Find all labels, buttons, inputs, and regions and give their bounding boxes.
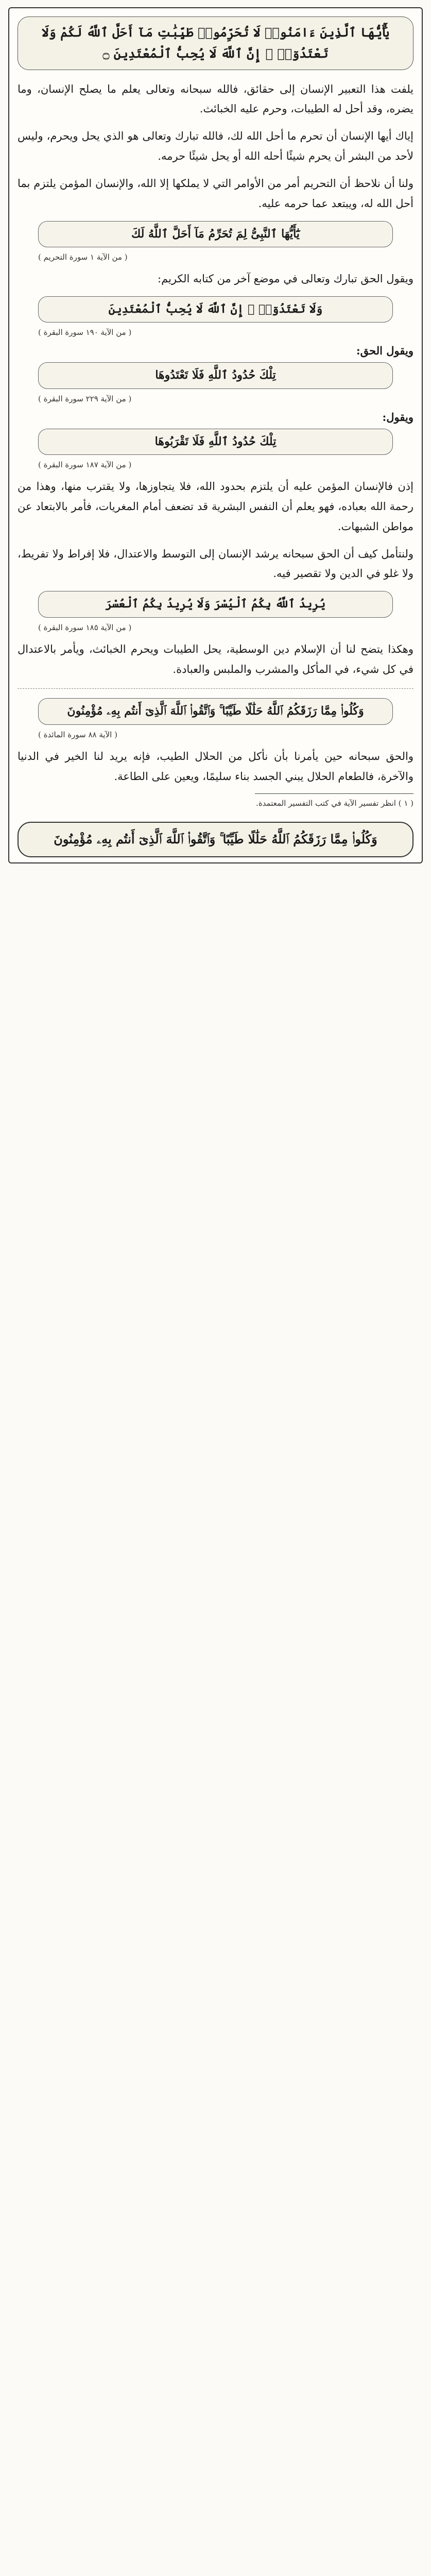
quran-quote-6: وَكُلُوا۟ مِمَّا رَزَقَكُمُ ٱللَّهُ حَلَٰلًا طَيِّبًا ۚ وَٱتَّقُوا۟ ٱللَّهَ ٱلَّذِىٓ أَنتُم بِهِۦ مُؤْمِنُونَ <box>38 698 393 724</box>
quote-reference-5: ( من الآية ١٨٥ سورة البقرة ) <box>38 622 132 632</box>
section-label-1: ويقول الحق: <box>356 344 413 358</box>
paragraph-3: ولنا أن نلاحظ أن التحريم أمر من الأوامر التي لا يملكها إلا الله، والإنسان المؤمن يلتزم بما أحل الله له، ويبتعد عما حرمه عليه. <box>18 177 413 210</box>
section-divider <box>18 688 413 689</box>
paragraph-1: يلفت هذا التعبير الإنسان إلى حقائق، فالله سبحانه وتعالى يعلم ما يصلح الإنسان، وما يضره، وقد أحل له الطيبات، وحرم عليه الخبائث. <box>18 82 413 115</box>
section-label-2: ويقول: <box>382 410 413 423</box>
quote-reference-6: ( الآية ٨٨ سورة المائدة ) <box>38 730 117 739</box>
header-verse-banner <box>18 16 413 70</box>
paragraph-2: إياك أيها الإنسان أن تحرم ما أحل الله لك، فالله تبارك وتعالى هو الذي يحل ويحرم، وليس لأحد من البشر أن يحرم شيئًا أحله الله أو يحل شيئًا حرمه. <box>18 130 413 163</box>
quote-reference-3: ( من الآية ٢٢٩ سورة البقرة ) <box>38 394 132 403</box>
content-frame <box>8 7 423 863</box>
header-verse: يَٰٓأَيُّهَا ٱلَّذِينَ ءَامَنُوا۟ لَا تُحَرِّمُوا۟ طَيِّبَٰتِ مَآ أَحَلَّ ٱللَّهُ لَكُمْ وَلَا تَعْتَدُوٓا۟ ۚ إِنَّ ٱللَّهَ لَا يُحِبُّ ٱلْمُعْتَدِينَ <box>41 25 390 61</box>
verse-end-ornament-icon: ۝ <box>102 47 110 61</box>
quran-quote-5: يُرِيدُ ٱللَّهُ بِكُمُ ٱلْيُسْرَ وَلَا يُرِيدُ بِكُمُ ٱلْعُسْرَ <box>38 591 393 617</box>
footnote: ( ١ ) انظر تفسير الآية في كتب التفسير المعتمدة. <box>256 799 413 808</box>
closing-verse: وَكُلُوا۟ مِمَّا رَزَقَكُمُ ٱللَّهُ حَلَٰلًا طَيِّبًا ۚ وَٱتَّقُوا۟ ٱللَّهَ ٱلَّذِىٓ أَنتُم بِهِۦ مُؤْمِنُونَ <box>54 832 377 847</box>
paragraph-long-3: وهكذا يتضح لنا أن الإسلام دين الوسطية، يحل الطيبات ويحرم الخبائث، ويأمر بالاعتدال في كل شيء، في المأكل والمشرب والملبس والعبادة. <box>18 642 413 675</box>
quote-reference-2: ( من الآية ١٩٠ سورة البقرة ) <box>38 328 132 337</box>
quran-quote-4: تِلْكَ حُدُودُ ٱللَّهِ فَلَا تَقْرَبُوهَا <box>38 429 393 455</box>
quote-reference-1: ( من الآية ١ سورة التحريم ) <box>38 252 128 262</box>
quran-quote-1: يَٰٓأَيُّهَا ٱلنَّبِىُّ لِمَ تُحَرِّمُ مَآ أَحَلَّ ٱللَّهُ لَكَ <box>38 221 393 247</box>
footnote-rule <box>255 793 413 794</box>
closing-verse-banner <box>18 822 413 857</box>
paragraph-long-2: ولنتأمل كيف أن الحق سبحانه يرشد الإنسان إلى التوسط والاعتدال، فلا إفراط ولا تفريط، ولا غلو في الدين ولا تقصير فيه. <box>18 547 413 580</box>
quran-quote-2: وَلَا تَعْتَدُوٓا۟ ۚ إِنَّ ٱللَّهَ لَا يُحِبُّ ٱلْمُعْتَدِينَ <box>38 296 393 323</box>
paragraph-long-1: إذن فالإنسان المؤمن عليه أن يلتزم بحدود الله، فلا يتجاوزها، ولا يقترب منها، وهذا من رحمة الله بعباده، فهو يعلم أن النفس البشرية قد تضعف أمام المغريات، فأمر بالابتعاد عن مواطن الشبهات. <box>18 480 413 533</box>
quran-quote-3: تِلْكَ حُدُودُ ٱللَّهِ فَلَا تَعْتَدُوهَا <box>38 362 393 388</box>
paragraph-after-quote-1: ويقول الحق تبارك وتعالى في موضع آخر من كتابه الكريم: <box>158 273 413 285</box>
paragraph-long-4: والحق سبحانه حين يأمرنا بأن نأكل من الحلال الطيب، فإنه يريد لنا الخير في الدنيا والآخرة، فالطعام الحلال يبني الجسد بناء سليمًا، ويعين على الطاعة. <box>18 750 413 783</box>
quote-reference-4: ( من الآية ١٨٧ سورة البقرة ) <box>38 460 132 470</box>
